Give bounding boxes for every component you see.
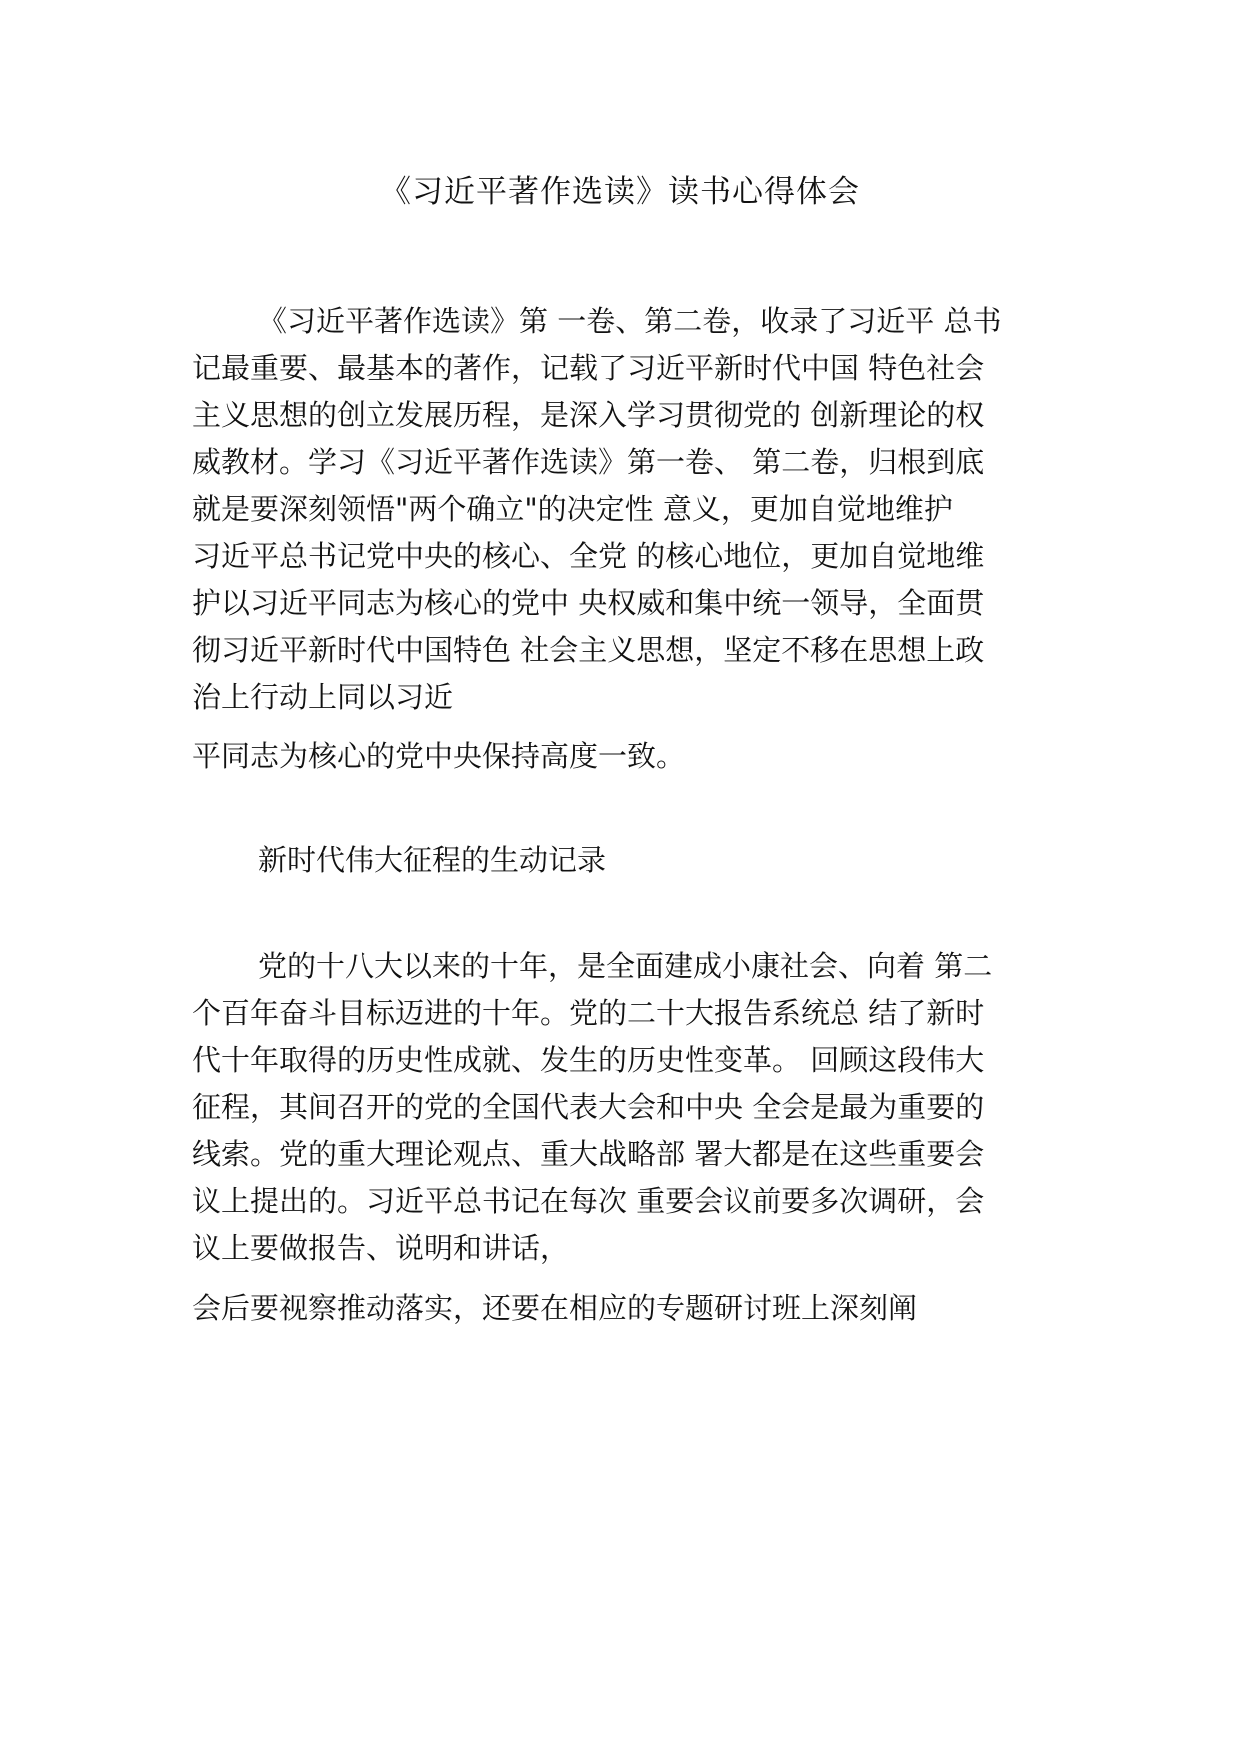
paragraph-2-line-5: 线索。党的重大理论观点、重大战略部 署大都是在这些重要会 (192, 1137, 985, 1171)
paragraph-2-line-3: 代十年取得的历史性成就、发生的历史性变革。 回顾这段伟大 (192, 1043, 985, 1077)
paragraph-1-line-6: 习近平总书记党中央的核心、全党 的核心地位，更加自觉地维 (192, 539, 985, 573)
paragraph-2-line-6: 议上提出的。习近平总书记在每次 重要会议前要多次调研，会 (192, 1184, 985, 1218)
paragraph-1-line-9: 治上行动上同以习近 (192, 680, 454, 714)
section-heading: 新时代伟大征程的生动记录 (258, 843, 607, 877)
paragraph-2-continuation: 会后要视察推动落实，还要在相应的专题研讨班上深刻阐 (192, 1291, 918, 1325)
document-title: 《习近平著作选读》读书心得体会 (380, 174, 860, 210)
paragraph-1-line-3: 主义思想的创立发展历程，是深入学习贯彻党的 创新理论的权 (192, 398, 985, 432)
paragraph-1-line-4: 威教材。学习《习近平著作选读》第一卷、 第二卷，归根到底 (192, 445, 985, 479)
paragraph-1-line-5: 就是要深刻领悟"两个确立"的决定性 意义，更加自觉地维护 (192, 492, 953, 526)
paragraph-2-line-4: 征程，其间召开的党的全国代表大会和中央 全会是最为重要的 (192, 1090, 985, 1124)
paragraph-1-line-7: 护以习近平同志为核心的党中 央权威和集中统一领导，全面贯 (192, 586, 985, 620)
paragraph-2-line-2: 个百年奋斗目标迈进的十年。党的二十大报告系统总 结了新时 (192, 996, 985, 1030)
paragraph-1-line-8: 彻习近平新时代中国特色 社会主义思想，坚定不移在思想上政 (192, 633, 985, 667)
paragraph-2-line-1: 党的十八大以来的十年，是全面建成小康社会、向着 第二 (258, 949, 993, 983)
paragraph-1-line-2: 记最重要、最基本的著作，记载了习近平新时代中国 特色社会 (192, 351, 985, 385)
paragraph-1-line-1: 《习近平著作选读》第 一卷、第二卷，收录了习近平 总书 (258, 304, 1002, 338)
paragraph-2-line-7: 议上要做报告、说明和讲话， (192, 1231, 570, 1265)
paragraph-1-continuation: 平同志为核心的党中央保持高度一致。 (192, 739, 686, 773)
